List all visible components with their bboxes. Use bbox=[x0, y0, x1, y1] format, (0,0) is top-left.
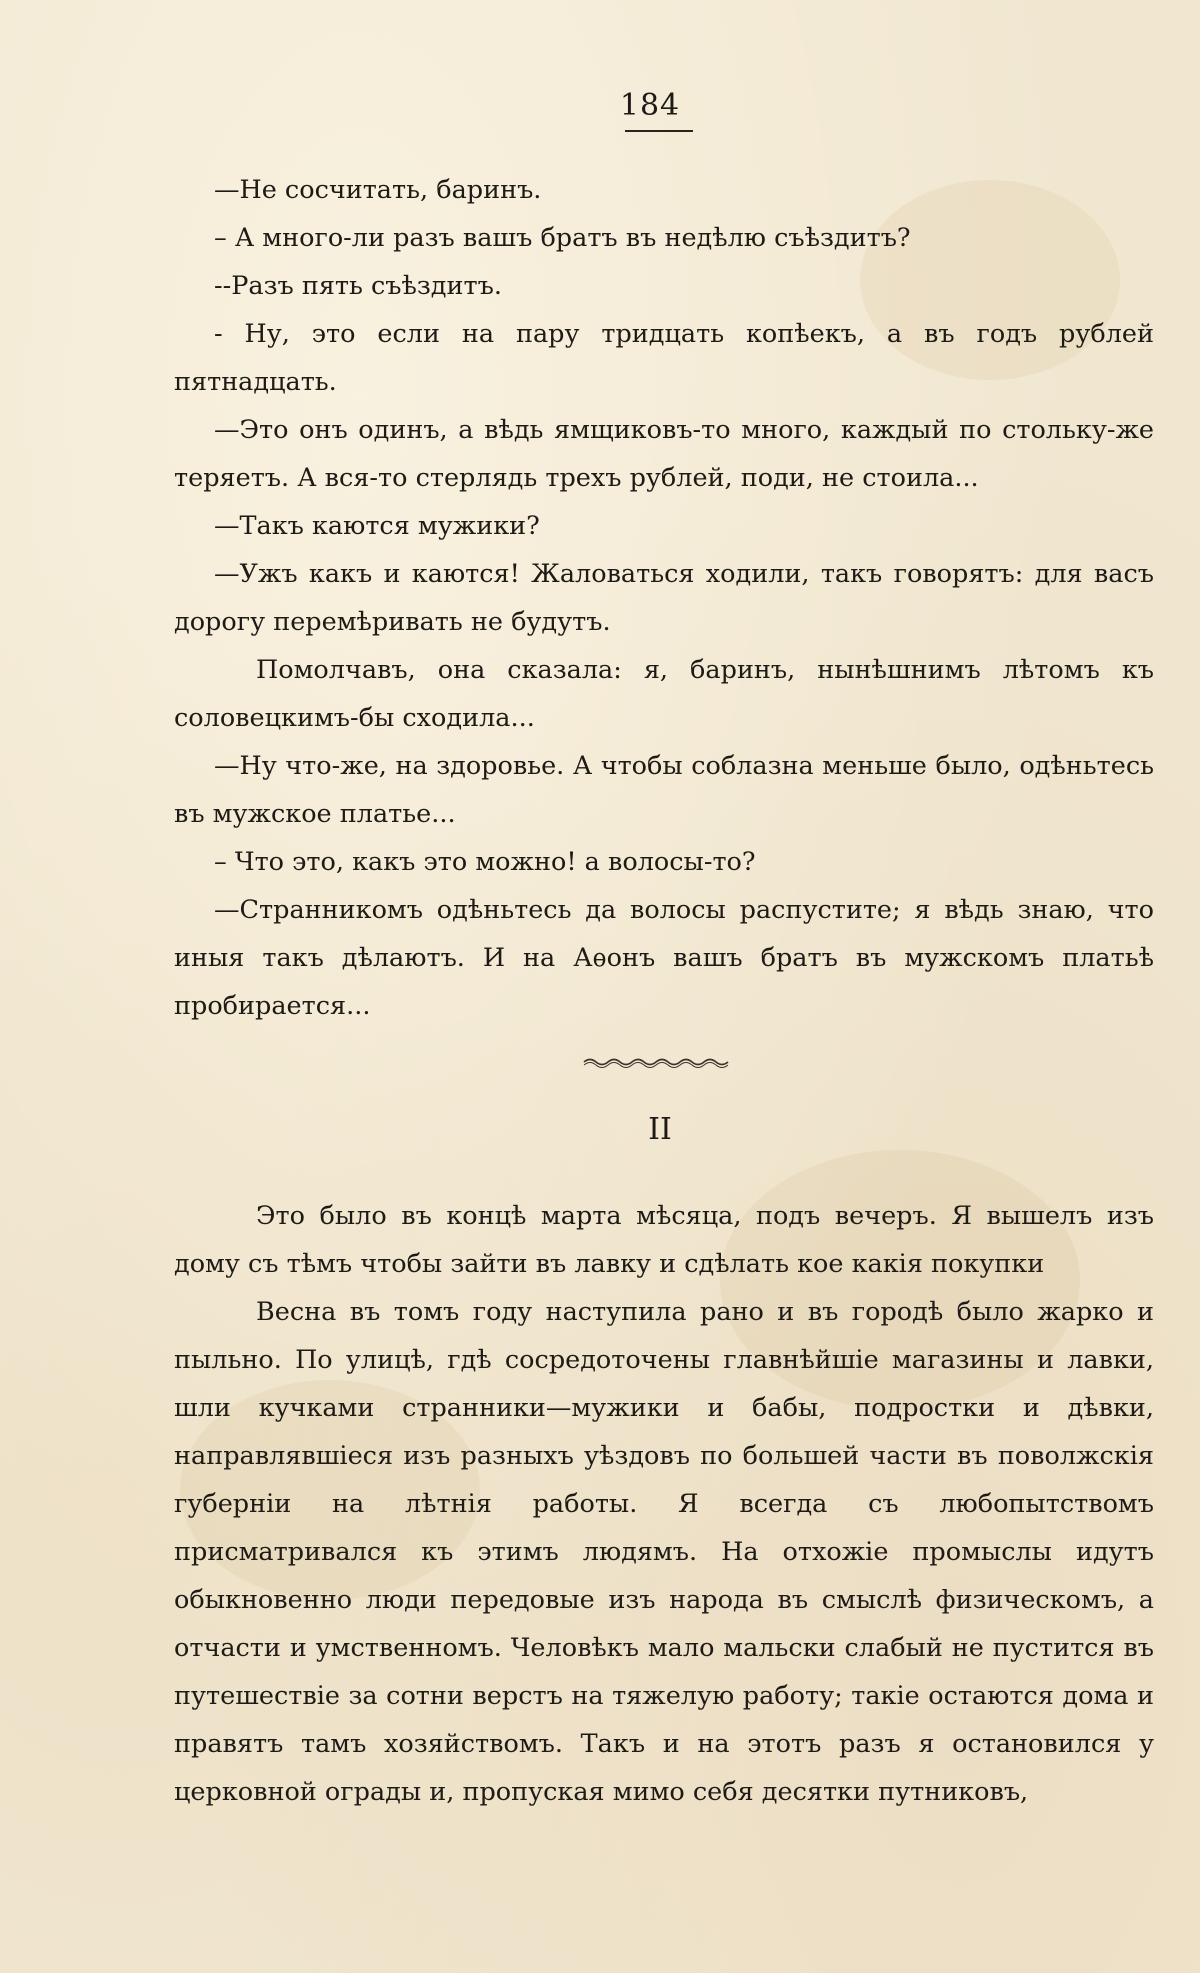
body-paragraph: Это было въ концѣ марта мѣсяца, подъ вечеръ. Я вышелъ изъ дому съ тѣмъ чтобы зайти въ лавку и сдѣлать кое какія покупки bbox=[174, 1201, 1154, 1279]
dialogue-line: —Такъ каются мужики? bbox=[214, 511, 540, 541]
dialogue-line: - Ну, это если на пару тридцать копѣекъ, а въ годъ рублей пятнадцать. bbox=[174, 319, 1154, 397]
dialogue-block bbox=[174, 166, 1154, 1030]
dialogue-line: – А много-ли разъ вашъ братъ въ недѣлю съѣздитъ? bbox=[214, 223, 911, 253]
page-number-underline bbox=[625, 130, 693, 132]
dialogue-line: —Ну что-же, на здоровье. А чтобы соблазна меньше было, одѣньтесь въ мужское платье... bbox=[174, 751, 1154, 829]
section-body bbox=[174, 1192, 1154, 1816]
dialogue-line: —Это онъ одинъ, а вѣдь ямщиковъ-то много, каждый по стольку-же теряетъ. А вся-то стерлядь трехъ рублей, поди, не стоила... bbox=[174, 415, 1154, 493]
dialogue-line: – Что это, какъ это можно! а волосы-то? bbox=[214, 847, 756, 877]
section-divider-ornament bbox=[582, 1055, 732, 1069]
narration-paragraph: Помолчавъ, она сказала: я, баринъ, нынѣшнимъ лѣтомъ къ соловецкимъ-бы сходила... bbox=[174, 655, 1154, 733]
dialogue-line: —Странникомъ одѣньтесь да волосы распустите; я вѣдь знаю, что иныя такъ дѣлаютъ. И на Аѳонъ вашъ братъ въ мужскомъ платьѣ пробирается... bbox=[174, 895, 1154, 1021]
page-number: 184 bbox=[619, 88, 681, 123]
body-paragraph: Весна въ томъ году наступила рано и въ городѣ было жарко и пыльно. По улицѣ, гдѣ сосредоточены главнѣйшіе магазины и лавки, шли кучками странники—мужики и бабы, подростки и дѣвки, направлявшіеся изъ разныхъ уѣздовъ по большей части въ поволжскія губерніи на лѣтнія работы. Я всегда съ любопытствомъ присматривался къ этимъ людямъ. На отхожіе промыслы идутъ обыкновенно люди передовые изъ народа въ смыслѣ физическомъ, а отчасти и умственномъ. Человѣкъ мало мальски слабый не пустится въ путешествіе за сотни верстъ на тяжелую работу; такіе остаются дома и правятъ тамъ хозяйствомъ. Такъ и на этотъ разъ я остановился у церковной ограды и, пропуская мимо себя десятки путниковъ, bbox=[174, 1297, 1154, 1807]
section-heading: II bbox=[648, 1112, 672, 1147]
dialogue-line: —Ужъ какъ и каются! Жаловаться ходили, такъ говорятъ: для васъ дорогу перемѣривать не будутъ. bbox=[174, 559, 1154, 637]
dialogue-line: --Разъ пять съѣздитъ. bbox=[214, 271, 502, 301]
dialogue-line: —Не сосчитать, баринъ. bbox=[214, 175, 542, 205]
